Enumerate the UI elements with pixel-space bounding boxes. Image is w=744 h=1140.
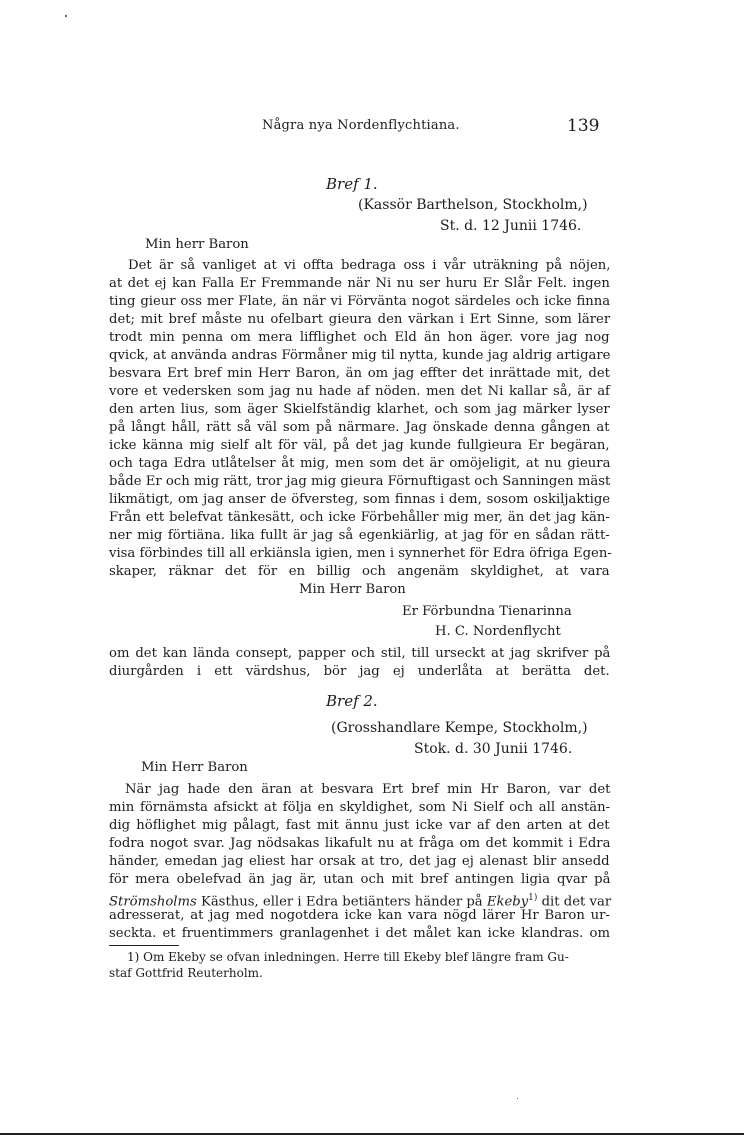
letter1-line: trodt min penna om mera lifflighet och Eld än hon äger. vore jag nog	[109, 330, 610, 345]
letter1-salutation: Min herr Baron	[145, 237, 249, 252]
letter2-title: Bref 2.	[326, 692, 378, 710]
letter1-date: St. d. 12 Junii 1746.	[440, 218, 582, 234]
letter2-line: När jag hade den äran at besvara Ert bref min Hr Baron, var det	[125, 782, 611, 797]
letter2-line: händer, emedan jag eliest har orsak at tro, det jag ej alenast blir ansedd	[109, 854, 610, 869]
letter1-closing-title: Er Förbundna Tienarinna	[402, 604, 572, 619]
letter1-title: Bref 1.	[326, 175, 378, 193]
letter1-line: vore et vedersken som jag nu hade af nöden. men det Ni kallar så, är af	[109, 384, 610, 399]
letter2-salutation: Min Herr Baron	[141, 760, 248, 775]
place-name-ekeby: Ekeby	[486, 894, 529, 910]
letter1-line: icke känna mig sielf alt för väl, på det jag kunde fullgieura Er begäran,	[109, 438, 610, 453]
letter1-line: qvick, at använda andras Förmåner mig til nytta, kunde jag aldrig artigare	[109, 348, 611, 363]
letter2-line: seckta. et fruentimmers granlagenhet i det målet kan icke klandras. om	[109, 926, 610, 941]
letter1-line: besvara Ert bref min Herr Baron, än om jag effter det inrättade mit, det	[109, 366, 610, 381]
letter1-line: Från ett belefvat tänkesätt, och icke Förbehåller mig mer, än det jag kän-	[109, 510, 610, 525]
place-name-stromsholms: Strömsholms	[109, 894, 197, 910]
line-text: Kästhus, eller i Edra betiänters händer på	[196, 894, 487, 910]
letter1-line: både Er och mig rätt, tror jag mig gieura Förnuftigast och Sanningen mäst	[109, 474, 611, 489]
footnote-line: staf Gottfrid Reuterholm.	[109, 966, 263, 980]
letter2-date: Stok. d. 30 Junii 1746.	[414, 741, 573, 757]
footnote-line: 1) Om Ekeby se ofvan inledningen. Herre till Ekeby blef längre fram Gu-	[127, 950, 569, 964]
letter1-line: ner mig förtiäna. lika fullt är jag så egenkiärlig, at jag för en sådan rätt-	[109, 528, 610, 543]
letter1-line: likmätigt, om jag anser de öfversteg, som finnas i dem, sosom oskiljaktige	[109, 492, 611, 507]
letter2-line: dig höflighet mig pålagt, fast mit ännu just icke var af den arten at det	[109, 818, 610, 833]
letter1-line: och taga Edra utlåtelser åt mig, men som det är omöjeligit, at nu gieura	[109, 456, 611, 471]
page-bottom-edge	[0, 1133, 744, 1135]
footnote-ref[interactable]: 1)	[528, 893, 538, 903]
letter1-line: den arten lius, som äger Skielfständig klarhet, och som jag märker lyser	[109, 402, 610, 417]
letter2-line: min förnämsta afsickt at följa en skyldighet, som Ni Sielf och all anstän-	[109, 800, 611, 815]
letter2-line: för mera obelefvad än jag är, utan och mit bref antingen ligia qvar på	[109, 872, 611, 887]
letter1-line: ting gieur oss mer Flate, än när vi Förvänta nogot särdeles och icke finna	[109, 294, 611, 309]
letter1-line: på långt håll, rätt så väl som på närmare. Jag önskade denna gången at	[109, 420, 610, 435]
scan-speck	[517, 1098, 518, 1099]
page-number: 139	[567, 116, 600, 136]
scan-speck	[65, 15, 67, 17]
letter1-line: at det ej kan Falla Er Fremmande när Ni nu ser huru Er Slår Felt. ingen	[109, 276, 610, 291]
letter1-line: det; mit bref måste nu ofelbart gieura den värkan i Ert Sinne, som lärer	[109, 312, 611, 327]
letter2-line: fodra nogot svar. Jag nödsakas likafult nu at fråga om det kommit i Edra	[109, 836, 611, 851]
letter1-closing: Min Herr Baron	[299, 582, 406, 597]
letter1-line: visa förbindes till all erkiänsla igien, men i synnerhet för Edra öfriga Egen-	[109, 546, 612, 561]
letter1-line: Det är så vanliget at vi offta bedraga oss i vår uträkning på nöjen,	[128, 258, 611, 273]
letter1-recipient: (Kassör Barthelson, Stockholm,)	[358, 197, 588, 213]
letter1-signature: H. C. Nordenflycht	[435, 624, 561, 639]
letter1-postscript-line: diurgården i ett värdshus, bör jag ej underlåta at berätta det.	[109, 664, 610, 679]
letter1-postscript-line: om det kan lända consept, papper och stil, till urseckt at jag skrifver på	[109, 646, 611, 661]
line-text: dit det var	[537, 894, 612, 910]
letter1-line: skaper, räknar det för en billig och angenäm skyldighet, at vara	[109, 564, 610, 579]
running-title: Några nya Nordenflychtiana.	[262, 118, 460, 133]
footnote-rule	[109, 945, 179, 946]
letter2-recipient: (Grosshandlare Kempe, Stockholm,)	[331, 720, 588, 736]
letter2-line: adresserat, at jag med nogotdera icke kan vara nögd lärer Hr Baron ur-	[109, 908, 610, 923]
